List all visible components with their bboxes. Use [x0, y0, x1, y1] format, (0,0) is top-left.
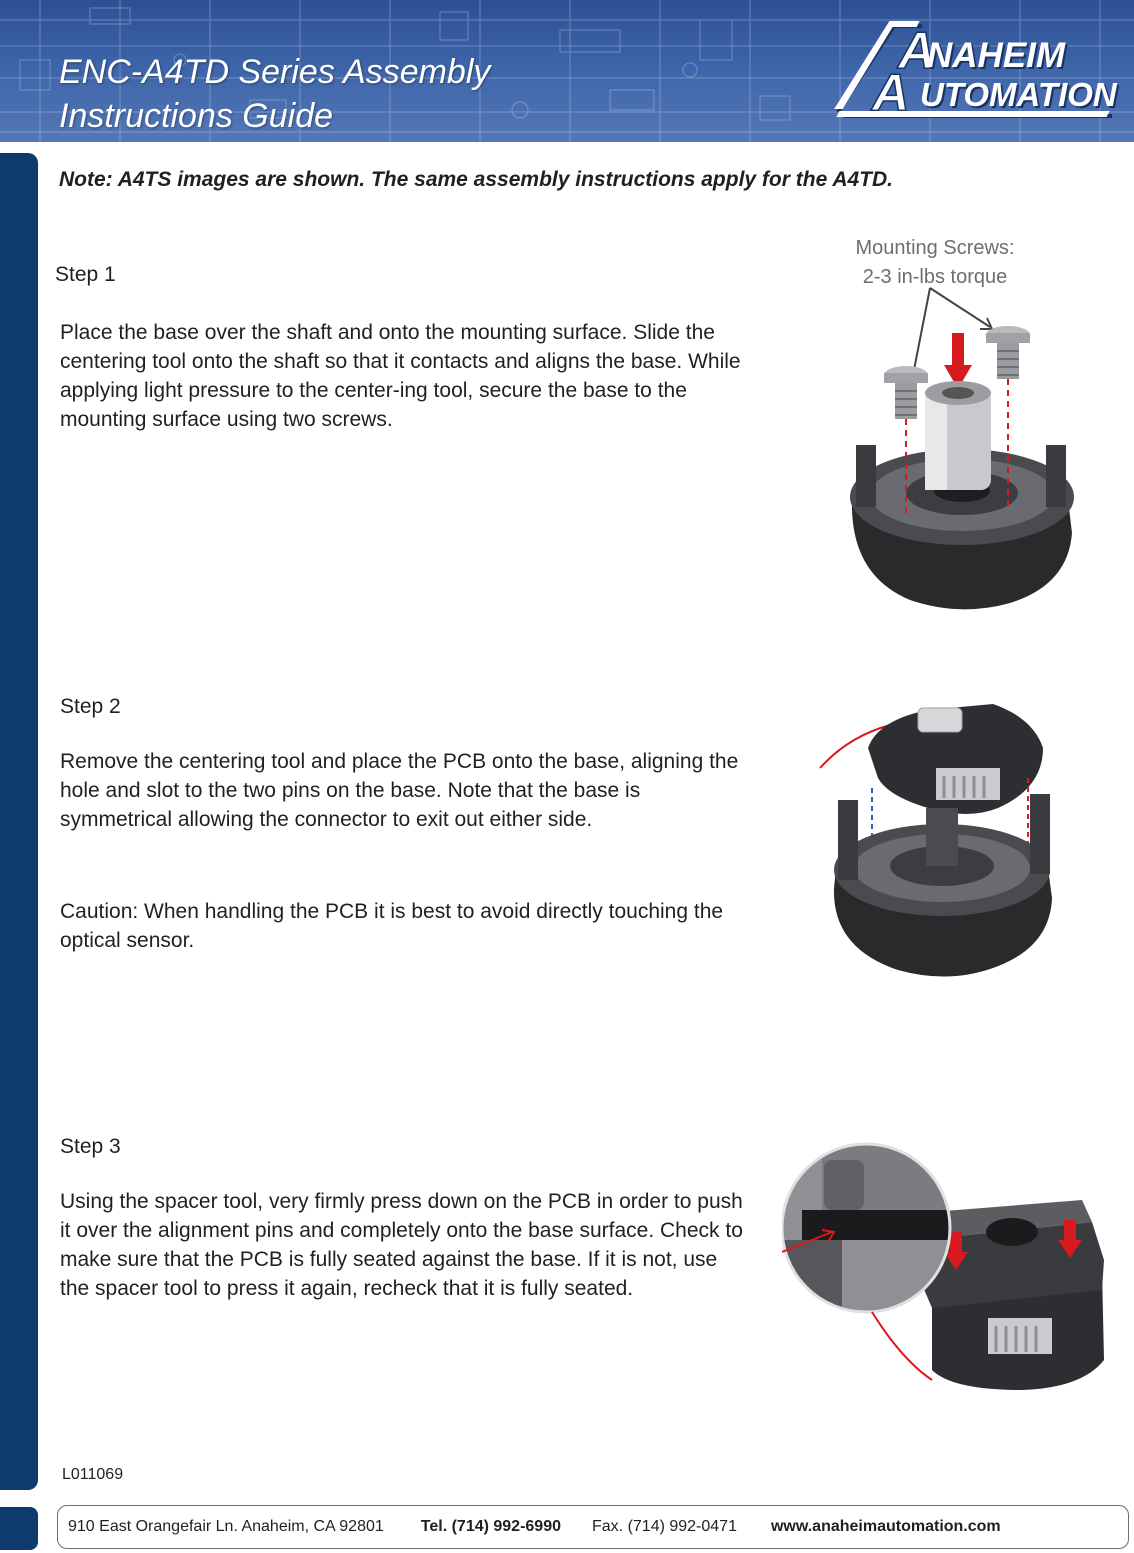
company-logo	[832, 12, 1124, 122]
footer-address: 910 East Orangefair Ln. Anaheim, CA 92801	[68, 1518, 384, 1535]
pcb-connector	[936, 768, 1000, 800]
step-2-illustration	[818, 698, 1064, 983]
side-bar-footer-tab	[0, 1507, 38, 1550]
mounting-screw-right	[986, 326, 1030, 379]
callout-arrow-left	[912, 288, 930, 380]
mounting-screws-callout	[820, 234, 1050, 292]
side-bar	[0, 153, 38, 1490]
page-title	[59, 50, 490, 138]
step-1-illustration	[840, 285, 1080, 620]
callout-line-2: 2-3 in-lbs torque	[862, 266, 1008, 288]
step-2-caution: Caution: When handling the PCB it is best to avoid directly touching the optical sensor.	[60, 900, 724, 952]
logo-initial-a-top: A	[898, 22, 936, 80]
optical-sensor	[918, 708, 962, 732]
step-1-title: Step 1	[55, 263, 116, 286]
footer-fax: Fax. (714) 992-0471	[592, 1518, 737, 1535]
step-3-text: Using the spacer tool, very firmly press down on the PCB in order to push it over the alignment pins and completely onto the base surface. Check to make sure that the PCB is fully seated against the base. If it is not, use the spacer tool to press it again, recheck that it is fully seated.	[60, 1190, 743, 1300]
step-2-text: Remove the centering tool and place the PCB onto the base, aligning the hole and slot to the two pins on the base. Note that the base is symmetrical allowing the connector to exit out either side.	[60, 750, 739, 831]
logo-word-automation: UTOMATION	[920, 76, 1117, 113]
document-id: L011069	[62, 1466, 124, 1483]
title-line-1: ENC-A4TD Series Assembly	[59, 53, 491, 91]
footer-contact-bar	[57, 1505, 1129, 1549]
mounting-screw-left	[884, 366, 928, 419]
press-arrow-shaft	[952, 333, 964, 367]
pcb-connector	[988, 1318, 1052, 1354]
title-line-2: Instructions Guide	[59, 97, 334, 135]
assembly-note: Note: A4TS images are shown. The same assembly instructions apply for the A4TD.	[59, 168, 893, 191]
header-banner	[0, 0, 1134, 142]
step-3-title: Step 3	[60, 1135, 121, 1158]
callout-arrow-right	[930, 288, 990, 327]
motor-shaft	[926, 808, 958, 866]
callout-line-1: Mounting Screws:	[855, 237, 1015, 259]
step-1-text: Place the base over the shaft and onto the mounting surface. Slide the centering tool onto the shaft so that it contacts and aligns the base. While applying light pressure to the center-ing tool, secure the base to the mounting surface using two screws.	[60, 321, 741, 431]
footer-phone: Tel. (714) 992-6990	[420, 1518, 561, 1535]
step-3-illustration	[782, 1140, 1112, 1395]
footer-website-link[interactable]: www.anaheimautomation.com	[770, 1518, 1001, 1535]
logo-initial-a-bottom: A	[872, 64, 910, 122]
logo-word-anaheim: NAHEIM	[927, 36, 1066, 75]
step-2-title: Step 2	[60, 695, 121, 718]
